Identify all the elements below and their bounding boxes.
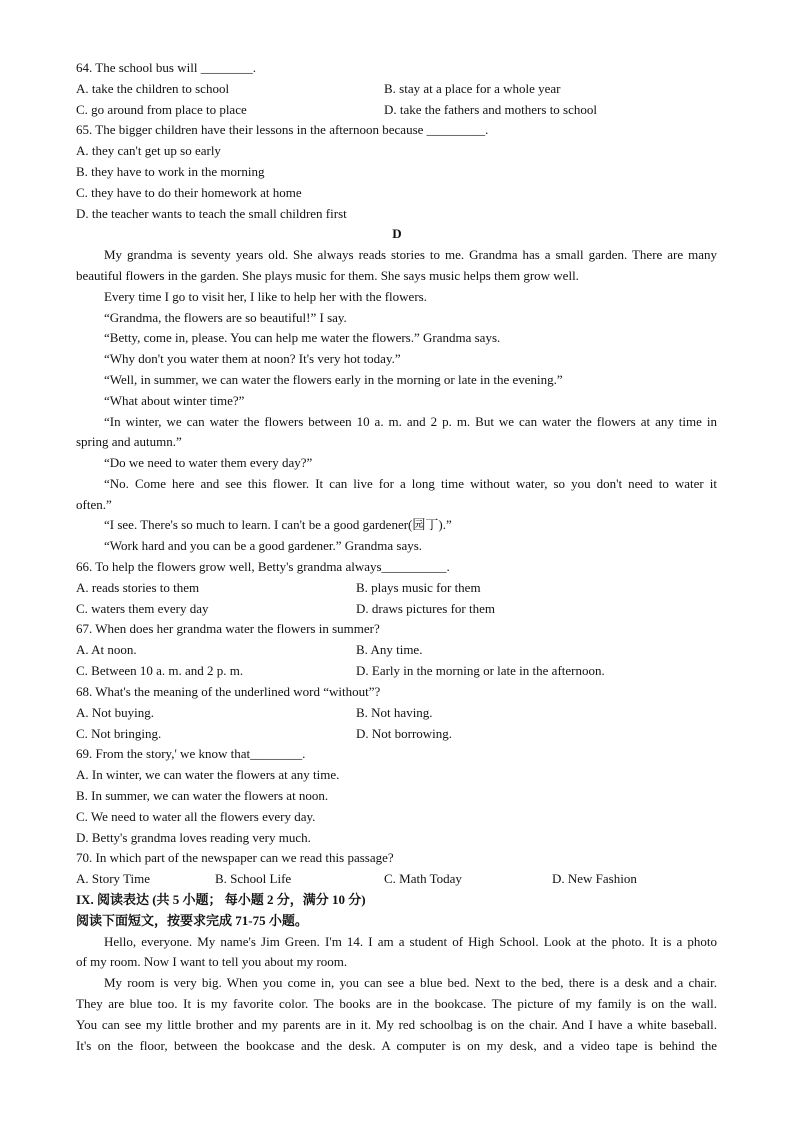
q64-option-b: B. stay at a place for a whole year bbox=[384, 81, 561, 96]
passage-d-line: “Grandma, the flowers are so beautiful!” I say. bbox=[104, 310, 347, 325]
q70-option-a: A. Story Time bbox=[76, 871, 151, 886]
passage-9-line: Hello, everyone. My name's Jim Green. I'm 14. I am a student of High School. Look at the photo. It is a photo bbox=[104, 934, 717, 949]
q66-option-c: C. waters them every day bbox=[76, 601, 209, 616]
passage-d-line: “What about winter time?” bbox=[104, 393, 245, 408]
passage-d-line: My grandma is seventy years old. She always reads stories to me. Grandma has a small garden. There are many bbox=[104, 247, 717, 262]
q67-stem: 67. When does her grandma water the flowers in summer? bbox=[76, 621, 380, 636]
section-d-title: D bbox=[392, 226, 402, 241]
passage-d-line: “Betty, come in, please. You can help me water the flowers.” Grandma says. bbox=[104, 330, 501, 345]
q65-option-c: C. they have to do their homework at home bbox=[76, 185, 302, 200]
passage-d-line: “No. Come here and see this flower. It can live for a long time without water, so you don't need to water it bbox=[104, 476, 717, 491]
q64-option-d: D. take the fathers and mothers to school bbox=[384, 102, 597, 117]
q70-option-d: D. New Fashion bbox=[552, 871, 637, 886]
passage-d-line: “Well, in summer, we can water the flowers early in the morning or late in the evening.” bbox=[104, 372, 563, 387]
q67-option-b: B. Any time. bbox=[356, 642, 423, 657]
q65-option-b: B. they have to work in the morning bbox=[76, 164, 265, 179]
q70-option-c: C. Math Today bbox=[384, 871, 462, 886]
passage-9-line: They are blue too. It is my favorite color. The books are in the bookcase. The picture of my family is on the wall. bbox=[76, 996, 717, 1011]
q67-option-d: D. Early in the morning or late in the afternoon. bbox=[356, 663, 605, 678]
q69-option-c: C. We need to water all the flowers every day. bbox=[76, 809, 316, 824]
passage-9-line: You can see my little brother and my parents are in it. My red schoolbag is on the chair. And I have a white baseball. bbox=[76, 1017, 717, 1032]
section-9-instruction: 阅读下面短文，按要求完成 71-75 小题。 bbox=[76, 913, 308, 928]
q67-option-c: C. Between 10 a. m. and 2 p. m. bbox=[76, 663, 244, 678]
q68-option-d: D. Not borrowing. bbox=[356, 726, 453, 741]
q69-option-b: B. In summer, we can water the flowers at noon. bbox=[76, 788, 329, 803]
q70-option-b: B. School Life bbox=[215, 871, 292, 886]
q68-option-c: C. Not bringing. bbox=[76, 726, 162, 741]
passage-d-line: beautiful flowers in the garden. She plays music for them. She says music helps them grow well. bbox=[76, 268, 579, 283]
q66-option-b: B. plays music for them bbox=[356, 580, 481, 595]
passage-d-line: Every time I go to visit her, I like to help her with the flowers. bbox=[104, 289, 427, 304]
q66-option-d: D. draws pictures for them bbox=[356, 601, 495, 616]
q65-stem: 65. The bigger children have their lessons in the afternoon because _________. bbox=[76, 122, 489, 137]
q65-option-a: A. they can't get up so early bbox=[76, 143, 221, 158]
passage-d-line: often.” bbox=[76, 497, 112, 512]
passage-d-line: “I see. There's so much to learn. I can't be a good gardener(园丁).” bbox=[104, 517, 452, 532]
q66-option-a: A. reads stories to them bbox=[76, 580, 200, 595]
section-9-heading: IX. 阅读表达 (共 5 小题； 每小题 2 分，满分 10 分) bbox=[76, 892, 366, 907]
q64-stem: 64. The school bus will ________. bbox=[76, 60, 256, 75]
q68-stem: 68. What's the meaning of the underlined word “without”? bbox=[76, 684, 381, 699]
q68-option-a: A. Not buying. bbox=[76, 705, 154, 720]
passage-d-line: spring and autumn.” bbox=[76, 434, 182, 449]
passage-9-line: It's on the floor, between the bookcase and the desk. A computer is on my desk, and a video tape is behind the bbox=[76, 1038, 717, 1053]
passage-d-line: “Do we need to water them every day?” bbox=[104, 455, 313, 470]
q67-option-a: A. At noon. bbox=[76, 642, 137, 657]
q69-option-d: D. Betty's grandma loves reading very much. bbox=[76, 830, 311, 845]
q64-option-c: C. go around from place to place bbox=[76, 102, 247, 117]
passage-d-line: “Work hard and you can be a good gardener.” Grandma says. bbox=[104, 538, 423, 553]
passage-d-line: “Why don't you water them at noon? It's very hot today.” bbox=[104, 351, 401, 366]
q70-stem: 70. In which part of the newspaper can we read this passage? bbox=[76, 850, 394, 865]
q69-option-a: A. In winter, we can water the flowers at any time. bbox=[76, 767, 340, 782]
passage-9-line: My room is very big. When you come in, you can see a blue bed. Next to the bed, there is a desk and a chair. bbox=[104, 975, 717, 990]
q65-option-d: D. the teacher wants to teach the small children first bbox=[76, 206, 347, 221]
passage-9-line: of my room. Now I want to tell you about my room. bbox=[76, 954, 348, 969]
q68-option-b: B. Not having. bbox=[356, 705, 433, 720]
q64-option-a: A. take the children to school bbox=[76, 81, 230, 96]
q69-stem: 69. From the story,' we know that________. bbox=[76, 746, 306, 761]
q66-stem: 66. To help the flowers grow well, Betty's grandma always__________. bbox=[76, 559, 450, 574]
passage-d-line: “In winter, we can water the flowers between 10 a. m. and 2 p. m. But we can water the flowers at any time in bbox=[104, 414, 717, 429]
